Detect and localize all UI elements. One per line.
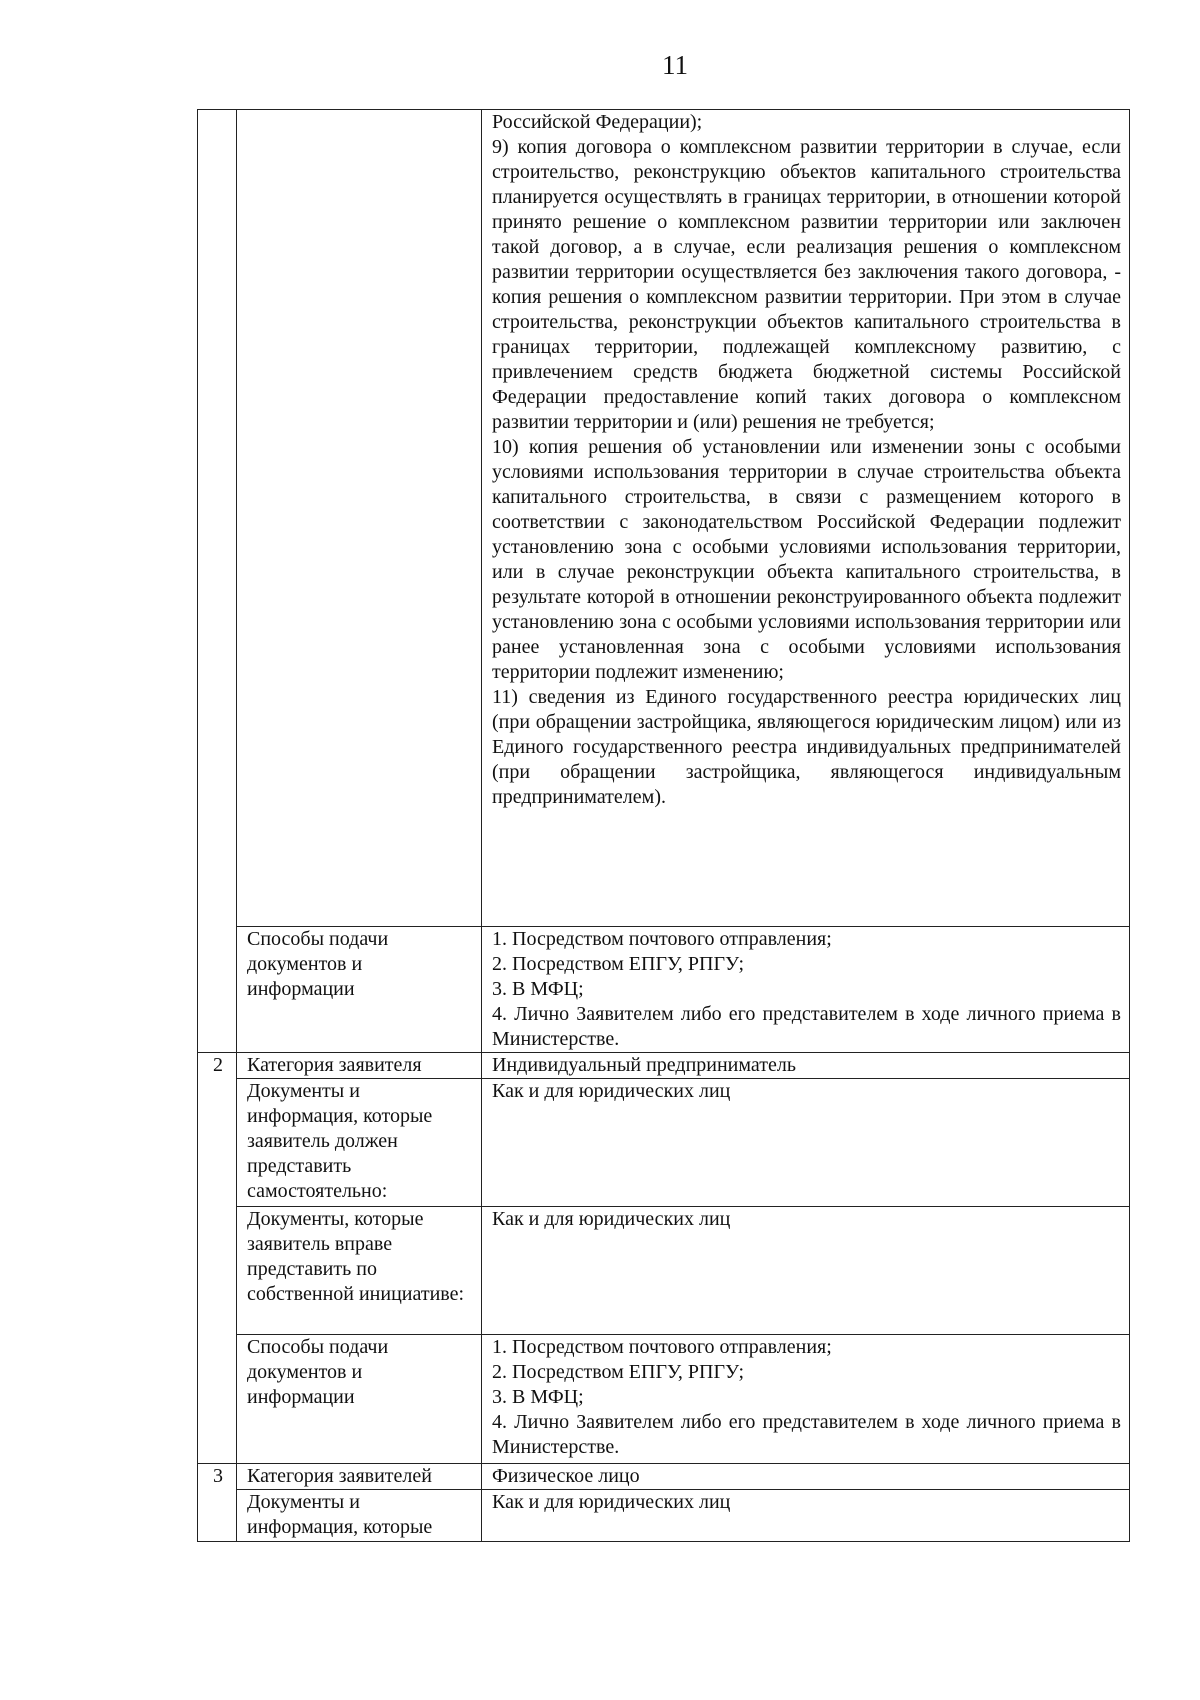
list-item: 2. Посредством ЕПГУ, РПГУ; (492, 1361, 745, 1383)
list-item: 3. В МФЦ; (492, 1386, 584, 1408)
row-value: Как и для юридических лиц (482, 1079, 1130, 1207)
paragraph: 9) копия договора о комплексном развитии территории в случае, если строительство, реконструкцию объектов капитального строительства планируется осуществлять в границах территории, в отношении которой принято решение о комплексном развитии территории или заключен такой договор, а в случае, если реализация решения о комплексном развитии территории осуществляется без заключения такого договора, - копия решения о комплексном развитии территории. При этом в случае строительства, реконструкции объектов капитального строительства в границах территории, подлежащей комплексному развитию, с привлечением средств бюджета бюджетной системы Российской Федерации предоставление копий таких договора о комплексном развитии территории и (или) решения не требуется; (492, 136, 1121, 433)
list-item: 2. Посредством ЕПГУ, РПГУ; (492, 953, 745, 975)
table-row (198, 1490, 1130, 1542)
row-value: Как и для юридических лиц (482, 1207, 1130, 1335)
table-row (198, 1464, 1130, 1490)
row-number-2: 2 (198, 1053, 237, 1464)
row-number-3: 3 (198, 1464, 237, 1542)
row-label: Способы подачи документов и информации (237, 927, 482, 1053)
row-label: Категория заявителя (237, 1053, 482, 1079)
requirements-table (197, 109, 1130, 1542)
row-label: Документы, которые заявитель вправе представить по собственной инициативе: (237, 1207, 482, 1335)
table-row (198, 1079, 1130, 1207)
row-label: Документы и информация, которые (237, 1490, 482, 1542)
table-row (198, 1053, 1130, 1079)
submission-methods (482, 1335, 1130, 1464)
paragraph: Российской Федерации); (492, 111, 703, 133)
submission-methods (482, 927, 1130, 1053)
list-item: 4. Лично Заявителем либо его представителем в ходе личного приема в Министерстве. (492, 1411, 1121, 1458)
list-item: 4. Лично Заявителем либо его представителем в ходе личного приема в Министерстве. (492, 1003, 1121, 1050)
list-item: 1. Посредством почтового отправления; (492, 928, 832, 950)
table-row (198, 927, 1130, 1053)
table-row (198, 110, 1130, 927)
paragraph: 10) копия решения об установлении или изменении зоны с особыми условиями использования территории в случае строительства объекта капитального строительства, в связи с размещением которого в соответствии с законодательством Российской Федерации подлежит установлению зона с особыми условиями использования территории, или в случае реконструкции объекта капитального строительства, в результате которой в отношении реконструированного объекта подлежит установлению зона с особыми условиями использования территории или ранее установленная зона с особыми условиями использования территории подлежит изменению; (492, 436, 1121, 683)
table-row (198, 1207, 1130, 1335)
page-number: 11 (662, 50, 688, 80)
row-value: Как и для юридических лиц (482, 1490, 1130, 1542)
row-number-1 (198, 110, 237, 1053)
paragraph: 11) сведения из Единого государственного реестра юридических лиц (при обращении застройщика, являющегося юридическим лицом) или из Единого государственного реестра индивидуальных предпринимателей (при обращении застройщика, являющегося индивидуальным предпринимателем). (492, 686, 1121, 808)
row-value: Индивидуальный предприниматель (482, 1053, 1130, 1079)
row-label: Категория заявителей (237, 1464, 482, 1490)
row-label: Способы подачи документов и информации (237, 1335, 482, 1464)
list-item: 3. В МФЦ; (492, 978, 584, 1000)
row-label: Документы и информация, которые заявитель должен представить самостоятельно: (237, 1079, 482, 1207)
table-row (198, 1335, 1130, 1464)
row-label (237, 110, 482, 927)
list-item: 1. Посредством почтового отправления; (492, 1336, 832, 1358)
row-value: Физическое лицо (482, 1464, 1130, 1490)
documents-list-continuation (482, 110, 1130, 927)
